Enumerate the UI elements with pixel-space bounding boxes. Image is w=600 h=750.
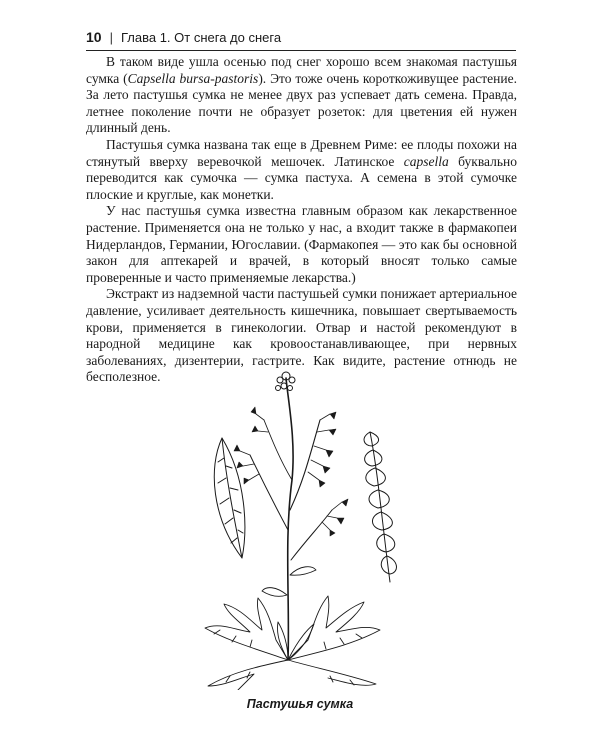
paragraph-1-text-b: ). Это тоже очень короткоживущее растение. За лето пастушья сумка не менее двух раз успевает дать семена. Правда, летнее поколение почти не образует розеток: для цветения ей нужен длинный день. [86, 70, 517, 136]
page-number: 10 [86, 29, 102, 45]
paragraph-2 [86, 137, 517, 203]
figure-caption: Пастушья сумка [246, 697, 354, 711]
latin-name: Capsella bursa-pastoris [127, 70, 259, 86]
latin-term: capsella [403, 153, 449, 169]
paragraph-2-text-a: Пастушья сумка названа так еще в Древнем Риме: ее плоды похожи на стянутый вверху веревочкой мешочек. Латинское [86, 136, 517, 169]
plant-figure [180, 360, 430, 690]
header-rule [86, 50, 516, 51]
shepherds-purse-plant-illustration [180, 360, 430, 690]
paragraph-4: Экстракт из надземной части пастушьей сумки понижает артериальное давление, усиливает деятельность кишечника, повышает свертываемость крови, применяется в гинекологии. Отвар и настой рекомендуют в народной медицине как кровоостанавливающее, при нервных заболеваниях, дизентерии, гастрите. Как видите, растение отнюдь не бесполезное. [86, 286, 517, 385]
paragraph-3: У нас пастушья сумка известна главным образом как лекарственное растение. Применяется она не только у нас, а входит также в фармакопеи Нидерландов, Германии, Югославии. (Фармакопея — это как бы основной закон для аптекарей и врачей, в который вносят только самые проверенные и часто применяемые лекарства.) [86, 203, 517, 285]
chapter-title: Глава 1. От снега до снега [120, 30, 282, 45]
paragraph-2-text-b: буквально переводится как сумочка — сумка пастуха. А семена в этой сумочке плоские и круглые, как монетки. [86, 153, 517, 202]
body-text [86, 54, 517, 386]
running-head [86, 29, 516, 45]
header-separator: | [109, 30, 113, 45]
paragraph-1 [86, 54, 517, 137]
paragraph-1-text-a: В таком виде ушла осенью под снег хорошо всем знакомая пастушья сумка ( [86, 54, 517, 86]
